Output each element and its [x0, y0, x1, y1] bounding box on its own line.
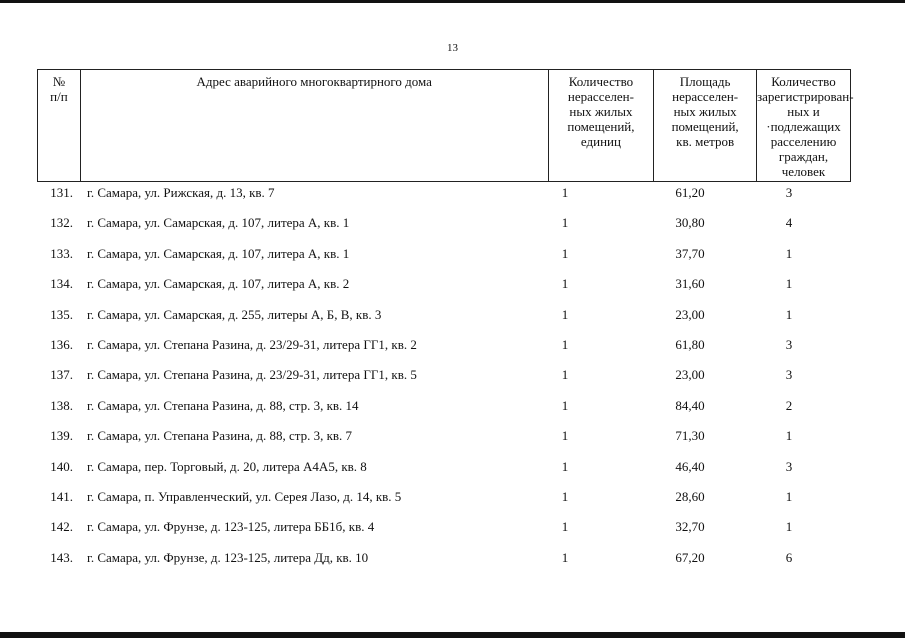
- table-row: [37, 425, 851, 455]
- scan-bottom-edge: [0, 632, 905, 638]
- row-address: г. Самара, пер. Торговый, д. 20, литера А4А5, кв. 8: [87, 458, 367, 474]
- row-unsettled-area: 23,00: [675, 367, 705, 383]
- header-unsettled-count: Количество нерасселен- ных жилых помещений, единиц: [549, 70, 655, 181]
- row-unsettled-area: 61,20: [675, 185, 705, 200]
- row-number: 139.: [50, 428, 73, 444]
- row-unsettled-area: 37,70: [675, 245, 705, 261]
- row-unsettled-count: 1: [561, 428, 569, 444]
- table-row: [37, 456, 851, 486]
- row-address: г. Самара, ул. Степана Разина, д. 88, стр. 3, кв. 7: [87, 428, 353, 444]
- row-unsettled-count: 1: [561, 549, 569, 565]
- row-address: г. Самара, п. Управленческий, ул. Серея Лазо, д. 14, кв. 5: [87, 488, 402, 504]
- row-unsettled-area: 84,40: [675, 397, 705, 413]
- row-number: 137.: [50, 367, 73, 383]
- row-registered-people: 1: [785, 488, 793, 504]
- table-row: [37, 516, 851, 546]
- row-number: 134.: [50, 276, 73, 292]
- row-address: г. Самара, ул. Фрунзе, д. 123-125, литера Дд, кв. 10: [87, 549, 369, 565]
- row-registered-people: 2: [785, 397, 793, 413]
- row-address: г. Самара, ул. Самарская, д. 107, литера А, кв. 1: [87, 245, 350, 261]
- row-registered-people: 3: [785, 367, 793, 383]
- table-row: [37, 273, 851, 303]
- row-registered-people: 1: [785, 428, 793, 444]
- table-row: [37, 334, 851, 364]
- table-row: [37, 395, 851, 425]
- header-address: Адрес аварийного многоквартирного дома: [81, 70, 549, 181]
- row-number: 133.: [50, 245, 73, 261]
- row-registered-people: 3: [785, 458, 793, 474]
- row-address: г. Самара, ул. Степана Разина, д. 88, стр. 3, кв. 14: [87, 397, 359, 413]
- table-row: [37, 304, 851, 334]
- row-unsettled-area: 46,40: [675, 458, 705, 474]
- row-registered-people: 1: [785, 306, 793, 322]
- row-number: 131.: [50, 185, 73, 200]
- row-number: 140.: [50, 458, 73, 474]
- row-unsettled-count: 1: [561, 215, 569, 231]
- row-unsettled-count: 1: [561, 276, 569, 292]
- header-unsettled-area: Площадь нерасселен- ных жилых помещений, кв. метров: [654, 70, 757, 181]
- row-unsettled-area: 23,00: [675, 306, 705, 322]
- table-row: [37, 364, 851, 394]
- row-address: г. Самара, ул. Самарская, д. 255, литеры А, Б, В, кв. 3: [87, 306, 382, 322]
- row-registered-people: 1: [785, 245, 793, 261]
- row-unsettled-count: 1: [561, 245, 569, 261]
- row-address: г. Самара, ул. Рижская, д. 13, кв. 7: [87, 185, 275, 200]
- row-unsettled-area: 28,60: [675, 488, 705, 504]
- row-unsettled-area: 32,70: [675, 519, 705, 535]
- table-row: [37, 243, 851, 273]
- row-number: 143.: [50, 549, 73, 565]
- row-address: г. Самара, ул. Степана Разина, д. 23/29-31, литера ГГ1, кв. 5: [87, 367, 417, 383]
- table-row: [37, 486, 851, 516]
- table-header: [37, 69, 854, 182]
- row-unsettled-count: 1: [561, 185, 569, 200]
- table-row: [37, 212, 851, 242]
- row-registered-people: 3: [785, 185, 793, 200]
- row-unsettled-area: 67,20: [675, 549, 705, 565]
- row-number: 141.: [50, 488, 73, 504]
- row-unsettled-count: 1: [561, 488, 569, 504]
- row-unsettled-area: 31,60: [675, 276, 705, 292]
- row-registered-people: 6: [785, 549, 793, 565]
- row-address: г. Самара, ул. Степана Разина, д. 23/29-31, литера ГГ1, кв. 2: [87, 336, 417, 352]
- header-registered-people: Количество зарегистрирован- ных и ·подлежащих расселению граждан, человек: [757, 74, 854, 179]
- row-registered-people: 1: [785, 276, 793, 292]
- page-number: 13: [447, 42, 458, 54]
- row-number: 138.: [50, 397, 73, 413]
- row-address: г. Самара, ул. Самарская, д. 107, литера А, кв. 1: [87, 215, 350, 231]
- row-number: 142.: [50, 519, 73, 535]
- row-unsettled-count: 1: [561, 458, 569, 474]
- row-number: 136.: [50, 336, 73, 352]
- row-unsettled-area: 71,30: [675, 428, 705, 444]
- scan-top-edge: [0, 0, 905, 3]
- row-registered-people: 1: [785, 519, 793, 535]
- table-row: [37, 547, 851, 577]
- row-address: г. Самара, ул. Самарская, д. 107, литера А, кв. 2: [87, 276, 350, 292]
- row-unsettled-count: 1: [561, 519, 569, 535]
- row-unsettled-count: 1: [561, 336, 569, 352]
- row-unsettled-area: 30,80: [675, 215, 705, 231]
- row-registered-people: 3: [785, 336, 793, 352]
- row-address: г. Самара, ул. Фрунзе, д. 123-125, литера ББ1б, кв. 4: [87, 519, 375, 535]
- table-body: [37, 182, 851, 577]
- header-number: № п/п: [38, 70, 81, 181]
- row-unsettled-count: 1: [561, 367, 569, 383]
- row-unsettled-count: 1: [561, 306, 569, 322]
- row-number: 135.: [50, 306, 73, 322]
- row-unsettled-area: 61,80: [675, 336, 705, 352]
- table-row: [37, 182, 851, 212]
- row-registered-people: 4: [785, 215, 793, 231]
- row-unsettled-count: 1: [561, 397, 569, 413]
- row-number: 132.: [50, 215, 73, 231]
